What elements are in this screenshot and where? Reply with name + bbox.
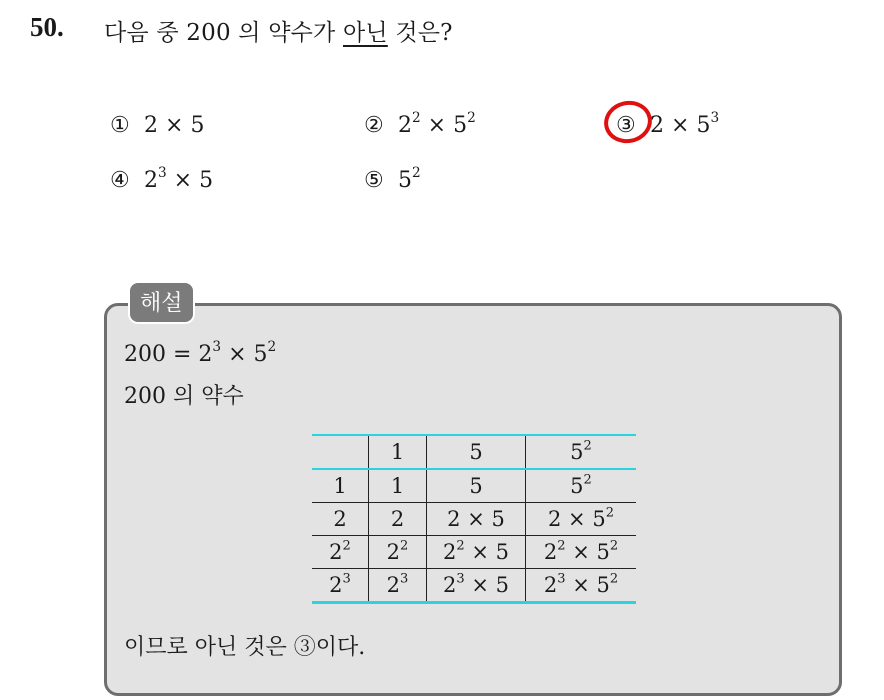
choice-3[interactable]: ③ $2 \times 5^3$: [616, 110, 720, 138]
factorization-line: $200 = 2^3 \times 5^2$: [124, 339, 277, 367]
table-cell: $2^3 \times 5^2$: [526, 569, 637, 603]
table-cell: 1: [312, 469, 369, 503]
table-cell: $2^2 \times 5^2$: [526, 536, 637, 569]
table-cell: 5: [427, 469, 526, 503]
choice-5[interactable]: ⑤ $5^2$: [364, 165, 421, 193]
table-cell: $5^2$: [526, 469, 637, 503]
question-number: 50.: [30, 12, 64, 42]
choice-4[interactable]: ④ $2^3 \times 5$: [110, 165, 214, 193]
table-row: [312, 536, 636, 569]
table-cell: 2 × 5: [427, 503, 526, 536]
table-row: [312, 469, 636, 503]
table-header-cell: 1: [369, 435, 427, 469]
table-cell: $2^2 \times 5$: [427, 536, 526, 569]
table-cell: 2: [369, 503, 427, 536]
choice-1[interactable]: ① 2 × 5: [110, 113, 205, 138]
question-text: 다음 중 200 의 약수가 아닌 것은?: [104, 20, 453, 46]
table-header-cell: 5: [427, 435, 526, 469]
table-cell: $2^2$: [369, 536, 427, 569]
table-row: [312, 569, 636, 603]
divisor-table: [312, 434, 636, 604]
table-cell: 2: [312, 503, 369, 536]
table-header-row: [312, 435, 636, 469]
table-cell: $2^3 \times 5$: [427, 569, 526, 603]
table-header-cell: $5^2$: [526, 435, 637, 469]
table-cell: $2^2$: [312, 536, 369, 569]
conclusion-text: 이므로 아닌 것은 ③이다.: [124, 635, 366, 660]
divisors-heading: 200 의 약수: [124, 384, 244, 409]
table-cell: $2^3$: [312, 569, 369, 603]
table-cell: 1: [369, 469, 427, 503]
solution-tag: 해설: [128, 281, 195, 324]
underlined-word: 아닌: [342, 20, 388, 46]
table-row: [312, 503, 636, 536]
table-cell: $2 \times 5^2$: [526, 503, 637, 536]
table-header-cell: [312, 435, 369, 469]
choice-2[interactable]: ② $2^2 \times 5^2$: [364, 110, 476, 138]
table-cell: $2^3$: [369, 569, 427, 603]
